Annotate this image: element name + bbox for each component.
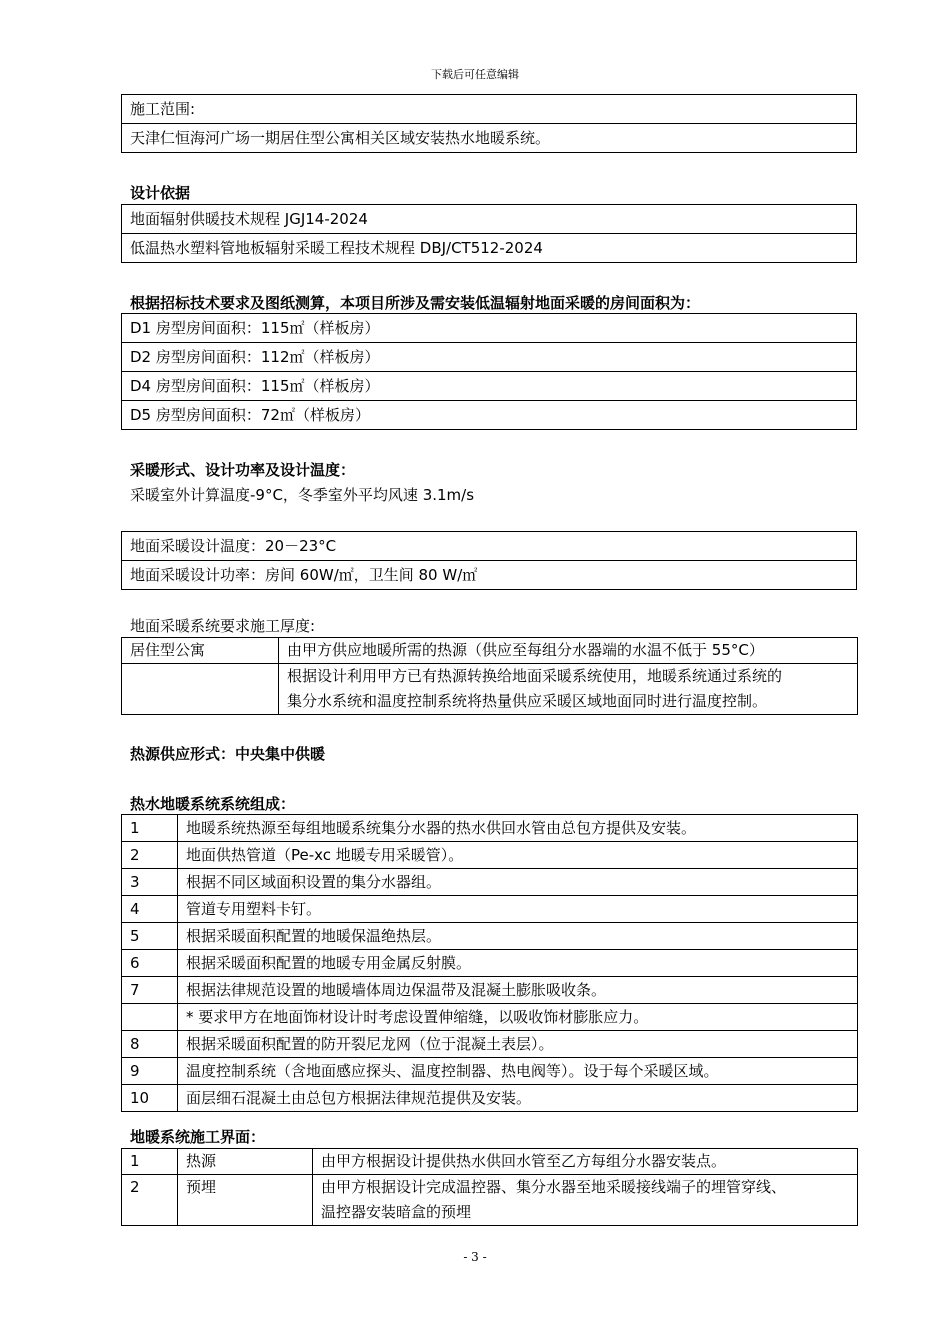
thickness-description-cell bbox=[279, 664, 858, 715]
table-row bbox=[122, 1175, 858, 1226]
component-text: 根据采暖面积配置的地暖专用金属反射膜。 bbox=[178, 950, 858, 977]
thickness-description-line: 集分水系统和温度控制系统将热量供应采暖区域地面同时进行温度控制。 bbox=[287, 692, 768, 710]
component-number: 2 bbox=[122, 842, 178, 869]
heating-form-text: 采暖室外计算温度-9°C，冬季室外平均风速 3.1m/s bbox=[130, 486, 475, 504]
component-note: * 要求甲方在地面饰材设计时考虑设置伸缩缝，以吸收饰材膨胀应力。 bbox=[178, 1004, 858, 1031]
component-number: 4 bbox=[122, 896, 178, 923]
components-table bbox=[121, 814, 857, 1112]
thickness-empty-cell bbox=[122, 664, 279, 715]
thickness-type-cell: 居住型公寓 bbox=[122, 638, 279, 664]
component-number: 6 bbox=[122, 950, 178, 977]
component-text: 温度控制系统（含地面感应探头、温度控制器、热电阀等）。设于每个采暖区域。 bbox=[178, 1058, 858, 1085]
table-row bbox=[122, 1149, 858, 1175]
areas-table bbox=[121, 313, 857, 430]
component-number: 7 bbox=[122, 977, 178, 1004]
component-text: 地面供热管道（Pe-xc 地暖专用采暖管）。 bbox=[178, 842, 858, 869]
table-row bbox=[122, 842, 858, 869]
component-number: 5 bbox=[122, 923, 178, 950]
component-text: 面层细石混凝土由总包方根据法律规范提供及安装。 bbox=[178, 1085, 858, 1112]
table-row bbox=[122, 977, 858, 1004]
interface-table bbox=[121, 1148, 857, 1226]
thickness-label: 地面采暖系统要求施工厚度: bbox=[130, 617, 316, 635]
area-row: D5 房型房间面积：72㎡（样板房） bbox=[122, 401, 857, 430]
table-row bbox=[122, 923, 858, 950]
heat-source-heading: 热源供应形式：中央集中供暖 bbox=[130, 745, 326, 763]
table-row bbox=[122, 815, 858, 842]
table-row bbox=[122, 1004, 858, 1031]
interface-item: 热源 bbox=[178, 1149, 313, 1175]
area-row: D1 房型房间面积：115㎡（样板房） bbox=[122, 314, 857, 343]
components-heading: 热水地暖系统系统组成： bbox=[130, 795, 296, 813]
heating-form-table bbox=[121, 531, 857, 590]
thickness-table bbox=[121, 637, 857, 715]
interface-description: 由甲方根据设计提供热水供回水管至乙方每组分水器安装点。 bbox=[313, 1149, 858, 1175]
thickness-source-cell: 由甲方供应地暖所需的热源（供应至每组分水器端的水温不低于 55°C） bbox=[279, 638, 858, 664]
interface-number: 2 bbox=[122, 1175, 178, 1226]
areas-heading: 根据招标技术要求及图纸测算，本项目所涉及需安装低温辐射地面采暖的房间面积为： bbox=[130, 294, 701, 312]
thickness-description-line: 根据设计利用甲方已有热源转换给地面采暖系统使用，地暖系统通过系统的 bbox=[287, 667, 783, 685]
table-row bbox=[122, 1058, 858, 1085]
interface-number: 1 bbox=[122, 1149, 178, 1175]
component-text: 根据法律规范设置的地暖墙体周边保温带及混凝土膨胀吸收条。 bbox=[178, 977, 858, 1004]
component-number: 8 bbox=[122, 1031, 178, 1058]
page-header: 下载后可任意编辑 bbox=[431, 68, 519, 81]
design-basis-table bbox=[121, 204, 857, 263]
area-row: D4 房型房间面积：115㎡（样板房） bbox=[122, 372, 857, 401]
component-number: 1 bbox=[122, 815, 178, 842]
design-power-row: 地面采暖设计功率：房间 60W/㎡，卫生间 80 W/㎡ bbox=[122, 561, 857, 590]
scope-table bbox=[121, 94, 857, 153]
scope-text: 天津仁恒海河广场一期居住型公寓相关区域安装热水地暖系统。 bbox=[122, 124, 857, 153]
design-basis-row: 低温热水塑料管地板辐射采暖工程技术规程 DBJ/CT512-2024 bbox=[122, 234, 857, 263]
component-number bbox=[122, 1004, 178, 1031]
interface-description bbox=[313, 1175, 858, 1226]
component-text: 根据采暖面积配置的防开裂尼龙网（位于混凝土表层）。 bbox=[178, 1031, 858, 1058]
interface-description-line: 由甲方根据设计完成温控器、集分水器至地采暖接线端子的埋管穿线、 bbox=[321, 1178, 787, 1196]
table-row bbox=[122, 896, 858, 923]
area-row: D2 房型房间面积：112㎡（样板房） bbox=[122, 343, 857, 372]
component-number: 9 bbox=[122, 1058, 178, 1085]
design-temp-row: 地面采暖设计温度：20－23°C bbox=[122, 532, 857, 561]
component-number: 10 bbox=[122, 1085, 178, 1112]
table-row bbox=[122, 950, 858, 977]
design-basis-heading: 设计依据 bbox=[130, 184, 191, 202]
interface-description-line: 温控器安装暗盒的预埋 bbox=[321, 1203, 472, 1221]
table-row bbox=[122, 869, 858, 896]
page-number: - 3 - bbox=[463, 1250, 487, 1264]
scope-label: 施工范围: bbox=[122, 95, 857, 124]
table-row bbox=[122, 1031, 858, 1058]
component-text: 管道专用塑料卡钉。 bbox=[178, 896, 858, 923]
interface-heading: 地暖系统施工界面： bbox=[130, 1128, 266, 1146]
component-text: 地暖系统热源至每组地暖系统集分水器的热水供回水管由总包方提供及安装。 bbox=[178, 815, 858, 842]
interface-item: 预埋 bbox=[178, 1175, 313, 1226]
component-text: 根据采暖面积配置的地暖保温绝热层。 bbox=[178, 923, 858, 950]
heating-form-heading: 采暖形式、设计功率及设计温度： bbox=[130, 461, 356, 479]
component-text: 根据不同区域面积设置的集分水器组。 bbox=[178, 869, 858, 896]
component-number: 3 bbox=[122, 869, 178, 896]
design-basis-row: 地面辐射供暖技术规程 JGJ14-2024 bbox=[122, 205, 857, 234]
table-row bbox=[122, 1085, 858, 1112]
